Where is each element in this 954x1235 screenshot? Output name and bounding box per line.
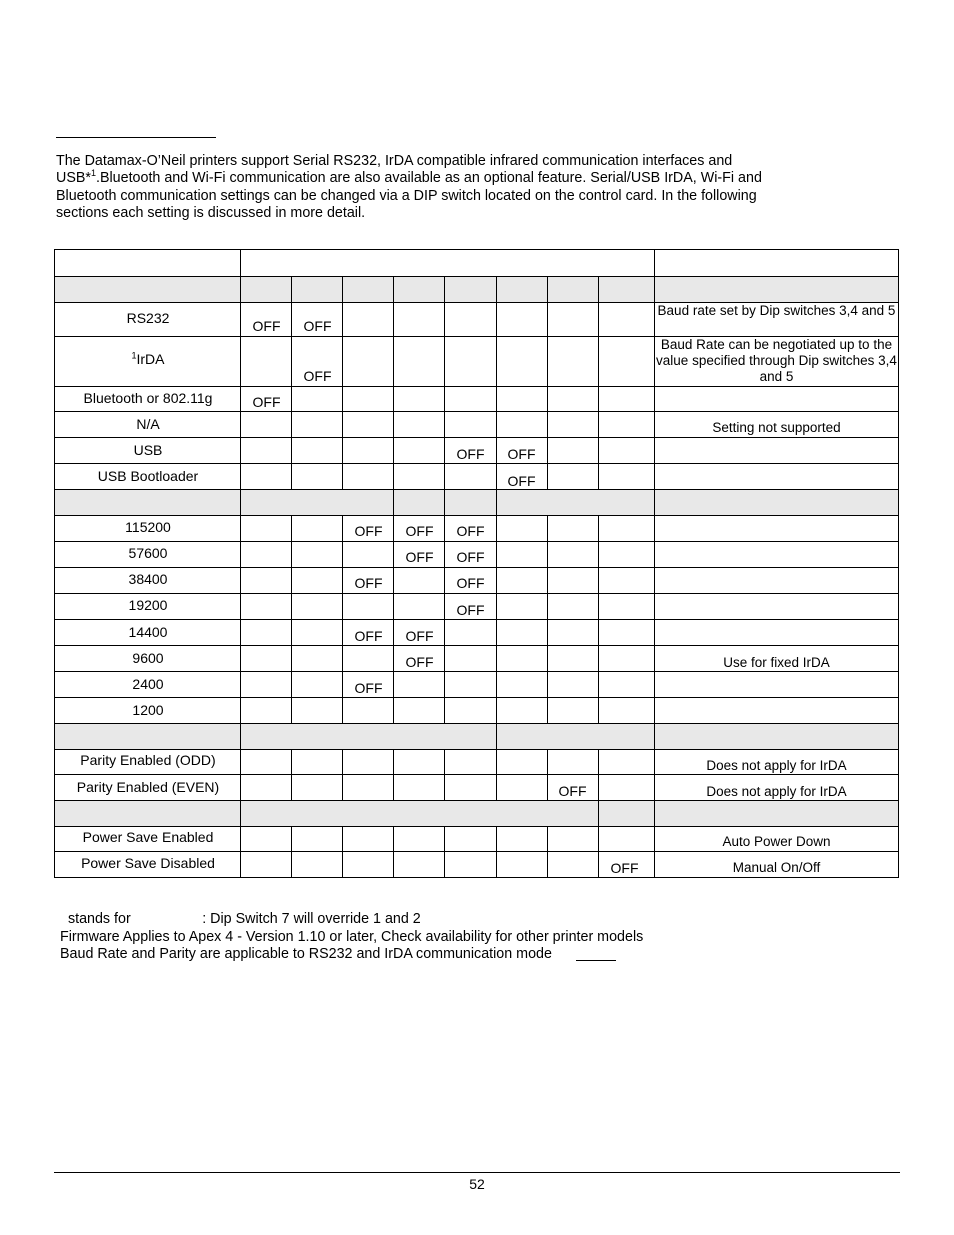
- switch-3-off: OFF: [354, 523, 383, 539]
- switch-4-off: OFF: [405, 523, 434, 539]
- note-na: Setting not supported: [712, 420, 841, 435]
- column-divider: [496, 826, 497, 878]
- row-label-usb: USB: [133, 442, 163, 458]
- switch-5-off: OFF: [456, 602, 485, 618]
- intro-line: Bluetooth communication settings can be changed via a DIP switch located on the control card. In the following: [56, 187, 757, 204]
- switch-6-off: OFF: [507, 473, 536, 489]
- switch-2-off: OFF: [303, 318, 332, 334]
- row-divider: [55, 723, 898, 724]
- row-divider: [55, 593, 898, 594]
- intro-text: .Bluetooth and Wi-Fi communication are also available as an optional feature. Serial/USB IrDA, Wi-Fi and: [95, 170, 762, 187]
- column-divider: [496, 723, 497, 800]
- switch-3-off: OFF: [354, 628, 383, 644]
- row-divider: [55, 645, 898, 646]
- row-divider: [55, 671, 898, 672]
- switch-8-off: OFF: [610, 860, 639, 876]
- note-power-save-disabled: Manual On/Off: [732, 860, 821, 875]
- row-divider: [55, 619, 898, 620]
- footnote-2: Firmware Applies to Apex 4 - Version 1.10 or later, Check availability for other printer models: [60, 929, 644, 945]
- footnote-mark: 1: [131, 350, 137, 361]
- row-label-na: N/A: [136, 416, 160, 432]
- switch-1-off: OFF: [252, 394, 281, 410]
- column-divider: [547, 515, 548, 723]
- note-parity-even: Does not apply for IrDA: [706, 784, 847, 799]
- row-label-irda: [55, 351, 241, 367]
- row-divider: [55, 800, 898, 801]
- column-divider: [393, 826, 394, 878]
- row-divider: [55, 749, 898, 750]
- row-label-baud: 19200: [128, 597, 168, 613]
- row-divider: [55, 276, 898, 277]
- column-divider: [342, 826, 343, 878]
- row-divider: [55, 826, 898, 827]
- column-divider: [291, 826, 292, 878]
- row-divider: [55, 774, 898, 775]
- row-divider: [55, 697, 898, 698]
- row-label-parity-even: Parity Enabled (EVEN): [76, 779, 220, 795]
- column-divider: [291, 749, 292, 800]
- intro-paragraph: [56, 153, 846, 222]
- row-label-baud: 1200: [132, 702, 164, 718]
- row-label-baud: 57600: [128, 545, 168, 561]
- row-label-baud: 38400: [128, 571, 168, 587]
- section-band-power: [55, 800, 898, 826]
- intro-line: sections each setting is discussed in more detail.: [56, 204, 366, 221]
- row-label-parity-odd: Parity Enabled (ODD): [80, 752, 216, 768]
- column-divider: [547, 826, 548, 878]
- row-label-usb-bootloader: USB Bootloader: [97, 468, 199, 484]
- column-divider: [342, 749, 343, 800]
- intro-text: USB*: [56, 170, 91, 187]
- footnote-1: stands for : Dip Switch 7 will override 1 and 2: [60, 911, 421, 927]
- footnote-mark: 1: [90, 168, 96, 179]
- column-divider: [598, 276, 599, 489]
- row-divider: [55, 386, 898, 387]
- switch-4-off: OFF: [405, 654, 434, 670]
- switch-2-off: OFF: [303, 368, 332, 384]
- row-label-text: IrDA: [136, 351, 165, 367]
- column-divider: [496, 489, 497, 723]
- row-divider: [55, 515, 898, 516]
- row-label-power-save-enabled: Power Save Enabled: [82, 829, 214, 845]
- section-band-parity: [55, 723, 898, 749]
- note-power-save-enabled: Auto Power Down: [722, 834, 831, 849]
- row-divider: [55, 541, 898, 542]
- column-divider: [547, 276, 548, 489]
- row-label-baud: 115200: [125, 519, 171, 535]
- switch-5-off: OFF: [456, 549, 485, 565]
- note-rs232: Baud rate set by Dip switches 3,4 and 5: [657, 303, 896, 318]
- row-label-bluetooth: Bluetooth or 802.11g: [83, 390, 213, 406]
- section-band-baud: [55, 489, 898, 515]
- column-divider: [393, 749, 394, 800]
- row-divider: [55, 463, 898, 464]
- row-label-baud: 14400: [128, 624, 168, 640]
- switch-5-off: OFF: [456, 575, 485, 591]
- intro-line: [56, 170, 846, 187]
- row-divider: [55, 851, 898, 852]
- row-divider: [55, 489, 898, 490]
- note-irda: Baud Rate can be negotiated up to the value specified through Dip switches 3,4 and 5: [656, 337, 897, 384]
- column-divider: [598, 515, 599, 723]
- dip-switch-table: [54, 249, 899, 878]
- footnote-underline: [576, 960, 616, 961]
- switch-7-off: OFF: [558, 783, 587, 799]
- column-divider: [444, 826, 445, 878]
- row-label-baud: 2400: [132, 676, 164, 692]
- page-number: 52: [469, 1176, 485, 1192]
- section-heading-underline: [56, 137, 216, 138]
- switch-5-off: OFF: [456, 523, 485, 539]
- column-divider: [444, 749, 445, 800]
- row-divider: [55, 411, 898, 412]
- footnote-3: Baud Rate and Parity are applicable to RS232 and IrDA communication mode: [60, 946, 552, 962]
- section-band-interface: [55, 276, 898, 302]
- switch-5-off: OFF: [456, 446, 485, 462]
- row-divider: [55, 437, 898, 438]
- column-divider: [393, 276, 394, 489]
- switch-4-off: OFF: [405, 628, 434, 644]
- switch-3-off: OFF: [354, 575, 383, 591]
- switch-3-off: OFF: [354, 680, 383, 696]
- note-9600: Use for fixed IrDA: [723, 655, 830, 670]
- switch-6-off: OFF: [507, 446, 536, 462]
- row-label-baud: 9600: [132, 650, 164, 666]
- row-label-power-save-disabled: Power Save Disabled: [81, 855, 215, 871]
- column-divider: [291, 515, 292, 723]
- note-parity-odd: Does not apply for IrDA: [706, 758, 847, 773]
- footer-rule: [54, 1172, 900, 1173]
- row-divider: [55, 567, 898, 568]
- switch-4-off: OFF: [405, 549, 434, 565]
- intro-line: The Datamax-O’Neil printers support Serial RS232, IrDA compatible infrared communication interfaces and: [56, 153, 733, 169]
- column-divider: [598, 749, 599, 800]
- switch-1-off: OFF: [252, 318, 281, 334]
- row-label-rs232: RS232: [126, 310, 170, 326]
